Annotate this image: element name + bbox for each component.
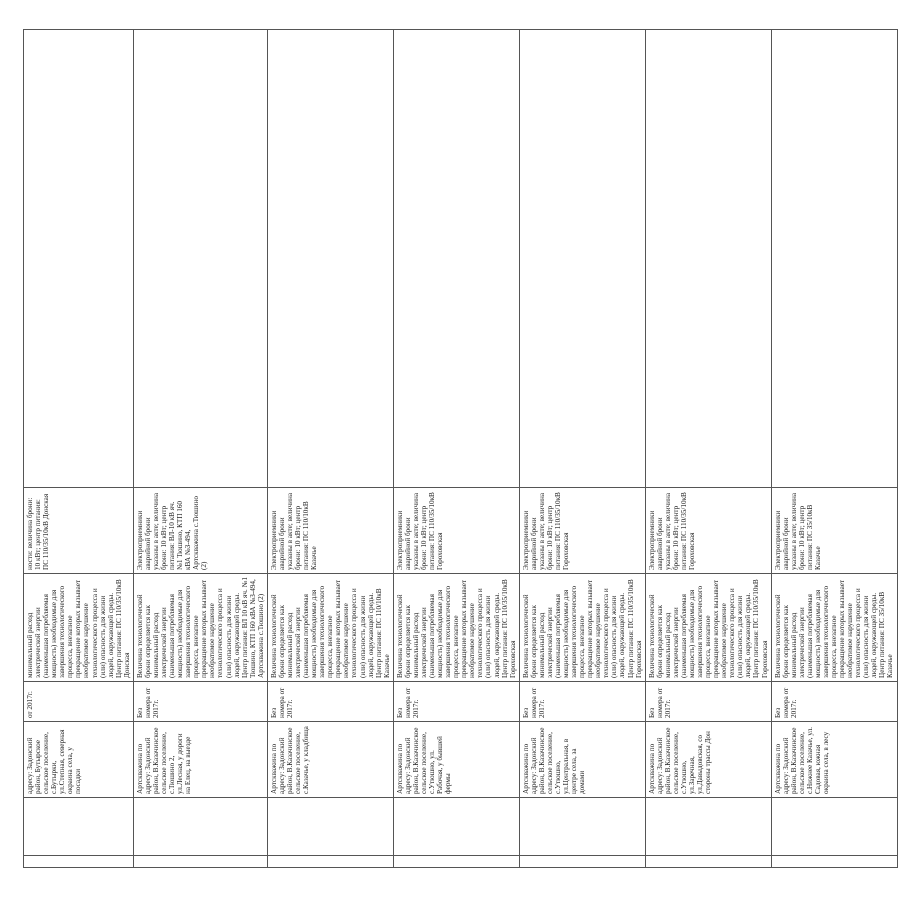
empty-cell [267, 30, 393, 488]
empty-cell [393, 30, 519, 488]
row-number-cell [771, 856, 897, 868]
empty-cell [771, 30, 897, 488]
owner-cell [133, 798, 267, 856]
description-cell: Величина технологической брони определяется как минимальный расход электрической энергии (наименьшая потребляемая мощность) необходимые для завершения технологического процесса, внезапное прекращение которых вызывает необратимое нарушение технологического процесса и (или) опасность для жизни людей, окружающей среды. Центр питания: ПС 110/10кВ Казачье [267, 574, 393, 682]
act-number-cell: Без номера от 2017г. [393, 682, 519, 722]
power-cell: Электроприемники аварийной брони указаны в акте; величина брони: 10 кВт; центр питания: ПС 35/10кВ Казачье [771, 488, 897, 574]
address-cell: Артскважина по адресу: Задонский район, В.Казачинское сельское поселение, с.Нижнее Казачье, ул. Садовая, южная окраина села, в лесу [771, 722, 897, 798]
description-cell: Величина технологической брони определяется как минимальный расход электрической энергии (наименьшая потребляемая мощность) необходимые для завершения технологического процесса, внезапное прекращение которых вызывает необратимое нарушение технологического процесса и (или) опасность для жизни людей, окружающей среды. Центр питания: ПС 110/35/10кВ Гороховская [519, 574, 645, 682]
owner-cell [645, 798, 771, 856]
act-number-cell: от 2017г. [24, 682, 134, 722]
power-cell: Электроприемники аварийной брони указаны в акте; величина брони: 10 кВт; центр питания: ПС 110/35/10кВ Гороховская [645, 488, 771, 574]
owner-cell [393, 798, 519, 856]
description-cell: Величина технологической брони определяется как минимальный расход электрической энергии (наименьшая потребляемая мощность) необходимые для завершения технологического процесса, внезапное прекращение которых вызывает необратимое нарушение технологического процесса и (или) опасность для жизни людей, окружающей среды. Центр питания: ПС 35/10кВ Казачье [771, 574, 897, 682]
row-number-cell [393, 856, 519, 868]
owner-cell [771, 798, 897, 856]
table-row [771, 30, 897, 868]
address-cell: Артскважина по адресу: Задонский район, В.Казачинское сельское поселение, с.Утюшно, ул.Заречная, ул.Давыдовская, со стороны трассы Дон [645, 722, 771, 798]
address-cell: Артскважина по адресу: Задонский район, В.Казачинское сельское поселение, с.Утюшно, ул. Рабочая, у бывшей фермы [393, 722, 519, 798]
power-cell: Электроприемники аварийной брони указаны в акте; величина брони: 10 кВт; центр питания: ПС 110/35/10кВ Гороховская [519, 488, 645, 574]
owner-cell [267, 798, 393, 856]
table-row [133, 30, 267, 868]
act-number-cell: Без номера от 2017г. [645, 682, 771, 722]
power-cell: Электроприемники аварийной брони указаны в акте; величина брони: 10 кВт; центр питания: ПС 110/10кВ Казачье [267, 488, 393, 574]
owner-cell [519, 798, 645, 856]
description-cell: Величина технологической брони определяется как минимальный расход электрической энергии (наименьшая потребляемая мощность) необходимые для завершения технологического процесса, внезапное прекращение которых вызывает необратимое нарушение технологического процесса и (или) опасность для жизни людей, окружающей среды. Центр питания: ПС 110/35/10кВ Гороховская [645, 574, 771, 682]
description-cell: минимальный расход электрической энергии (наименьшая потребляемая мощность) необходимые для завершения технологического процесса, внезапное прекращение которых вызывает необратимое нарушение технологического процесса и (или) опасность для жизни людей, окружающей среды. Центр питания: ПС 110/35/10кВ Донская [24, 574, 134, 682]
row-number-cell [645, 856, 771, 868]
row-number-cell [519, 856, 645, 868]
row-number-cell [267, 856, 393, 868]
address-cell: Артскважина по адресу: Задонский район, В.Казачинское сельское поселение, с.Тюшино 2, ул.Лесная, у дороги на Елец, на выезде [133, 722, 267, 798]
table-row [24, 30, 134, 868]
rotated-table-wrapper [23, 30, 895, 868]
empty-cell [24, 30, 134, 488]
table-row [645, 30, 771, 868]
act-number-cell: Без номера от 2017г. [771, 682, 897, 722]
table-row [267, 30, 393, 868]
backup-power-table [23, 29, 898, 868]
table-row [393, 30, 519, 868]
owner-cell [24, 798, 134, 856]
address-cell: Артскважина по адресу: Задонский район, В.Казачинское сельское поселение, с.Утюшно, ул.Центральная, в центре села, за домами [519, 722, 645, 798]
row-number-cell [24, 856, 134, 868]
description-cell: Величина технологической брони определяется как минимальный расход электрической энергии (наименьшая потребляемая мощность) необходимые для завершения технологического процесса, внезапное прекращение которых вызывает необратимое нарушение технологического процесса и (или) опасность для жизни людей, окружающей среды. Центр питания: ПС 110/35/10кВ Гороховская [393, 574, 519, 682]
power-cell: Электроприемники аварийной брони указаны в акте; величина брони: 10 кВт; центр питания: ВЛ-10 кВ яч. №1 Тюшино, КТП 160 кВА №3-494, Артскважина с.Тюшино (2) [133, 488, 267, 574]
empty-cell [519, 30, 645, 488]
empty-cell [133, 30, 267, 488]
description-cell: Величина технологической брони определяется как минимальный расход электрической энергии (наименьшая потребляемая мощность) необходимые для завершения технологического процесса, внезапное прекращение которых вызывает необратимое нарушение технологического процесса и (или) опасность для жизни людей, окружающей среды. Центр питания: ВЛ 10 кВ яч. №1 Тюшино, КТП 160 кВА №3-494, Артскважина с.Тюшино (2) [133, 574, 267, 682]
row-number-cell [133, 856, 267, 868]
address-cell: адресу: Задонский район, Бутырское сельское поселение, с.Бутырки, ул.Степная, северная окраина села, у посадки [24, 722, 134, 798]
power-cell: ности: величина брони: 10 кВт; центр питания: ПС 110/35/10кВ Донская [24, 488, 134, 574]
act-number-cell: Без номера от 2017г. [267, 682, 393, 722]
empty-cell [645, 30, 771, 488]
act-number-cell: Без номера от 2017г. [133, 682, 267, 722]
table-row [519, 30, 645, 868]
address-cell: Артскважина по адресу: Задонский район, В.Казачинское сельское поселение, с.Казачье, у кладбища [267, 722, 393, 798]
power-cell: Электроприемники аварийной брони указаны в акте; величина брони: 10 кВт; центр питания: ПС 110/35/10кВ Гороховская [393, 488, 519, 574]
act-number-cell: Без номера от 2017г. [519, 682, 645, 722]
